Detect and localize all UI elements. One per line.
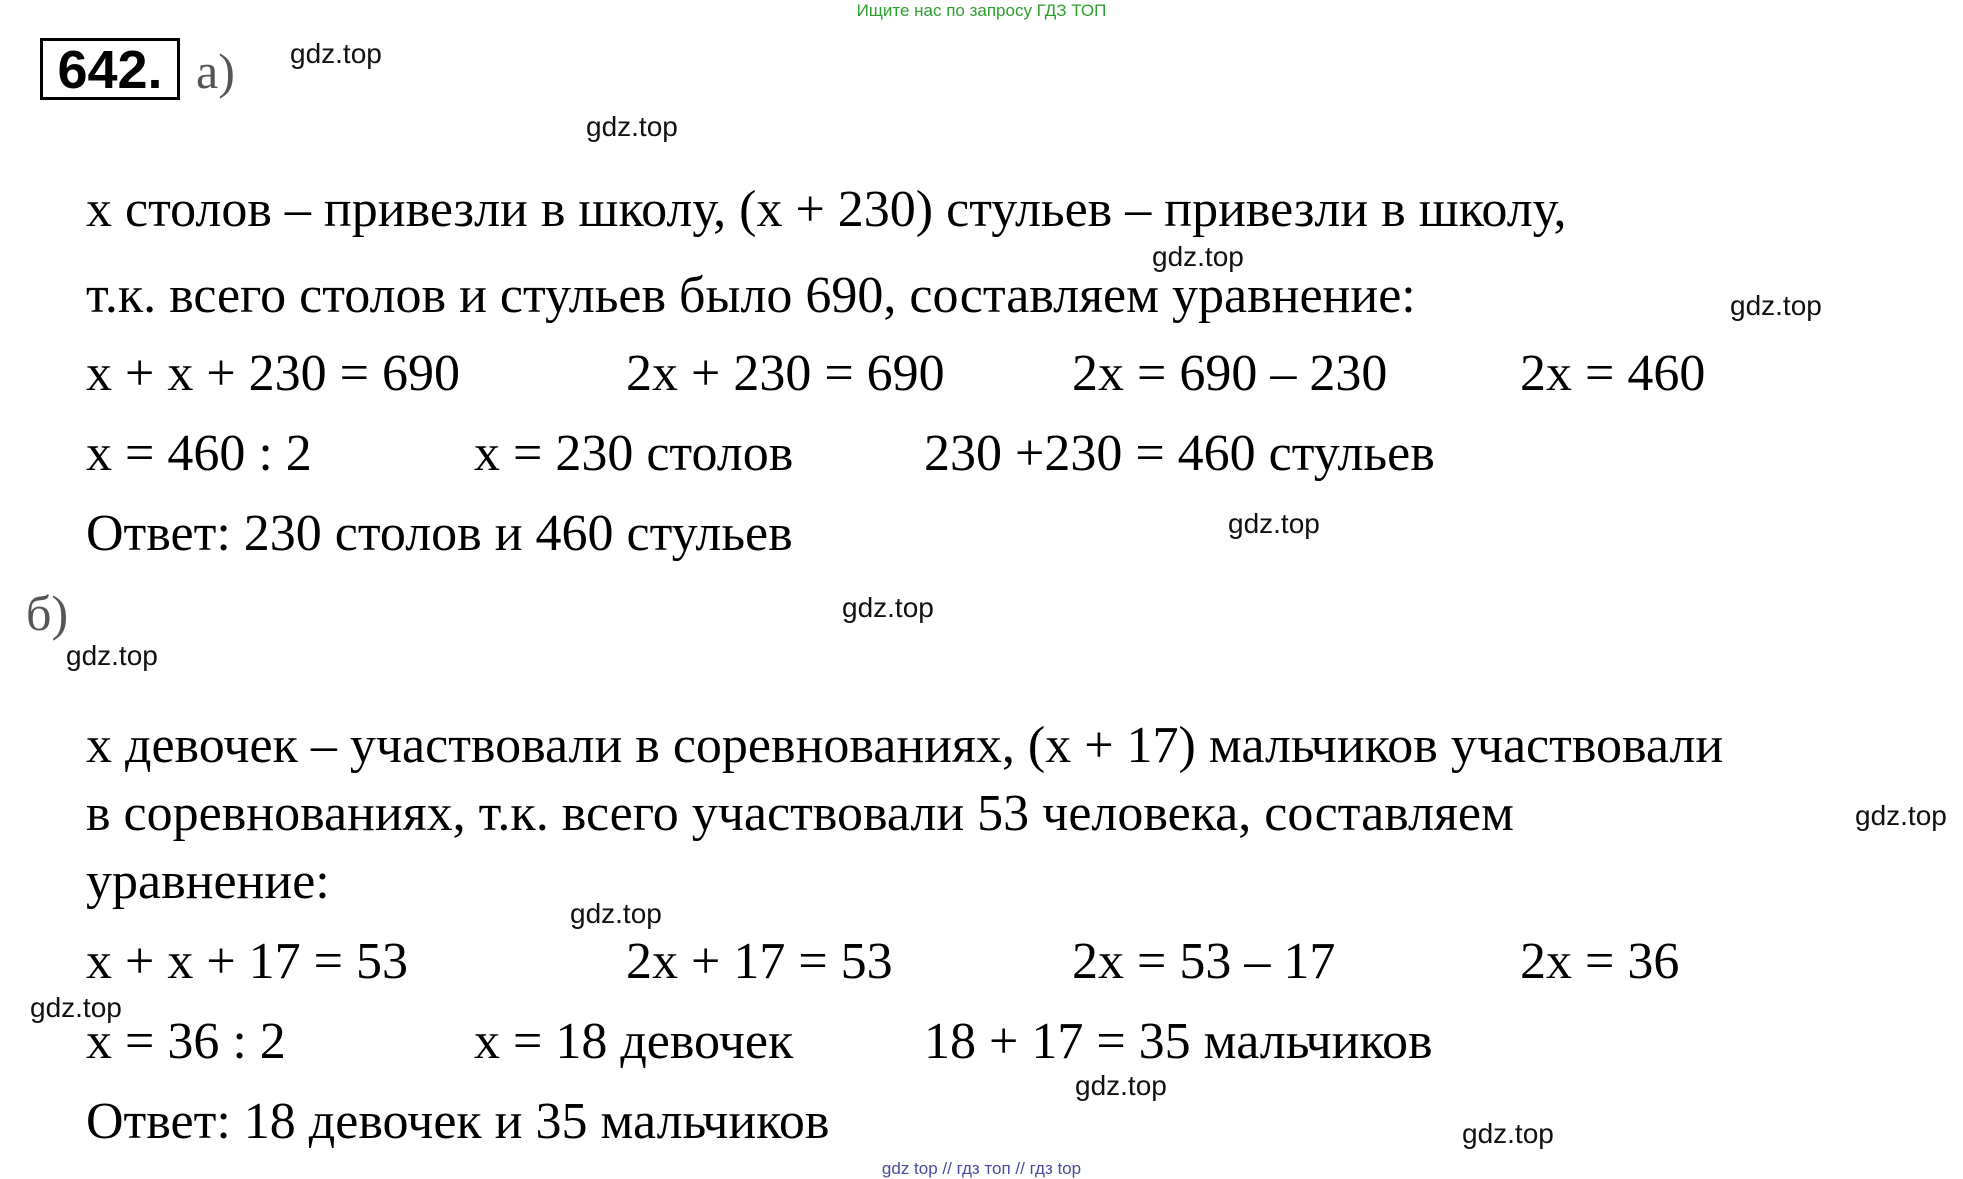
part-b-equation: 2x = 36 xyxy=(1520,933,1680,990)
watermark: gdz.top xyxy=(570,898,662,929)
header-note: Ищите нас по запросу ГДЗ ТОП xyxy=(856,1,1107,20)
problem-number: 642. xyxy=(40,38,180,100)
part-b-text-line: в соревнованиях, т.к. всего участвовали 53 человека, составляем xyxy=(86,785,1514,842)
watermark: gdz.top xyxy=(1152,241,1244,272)
watermark: gdz.top xyxy=(842,592,934,623)
part-a-equation: x = 230 столов xyxy=(474,425,794,482)
part-b-equation: x = 36 : 2 xyxy=(86,1013,286,1070)
watermark: gdz.top xyxy=(586,111,678,142)
part-b-label: б) xyxy=(26,585,69,641)
part-b-text-line: уравнение: xyxy=(86,853,330,910)
footer-note: gdz top // гдз топ // гдз top xyxy=(881,1159,1082,1178)
watermark: gdz.top xyxy=(1855,800,1947,831)
watermark: gdz.top xyxy=(1700,40,1792,71)
watermark: gdz.top xyxy=(1075,1070,1167,1101)
part-b-equation: x + x + 17 = 53 xyxy=(86,933,408,990)
part-a-text-line: x столов – привезли в школу, (x + 230) стульев – привезли в школу, xyxy=(86,181,1567,238)
watermark: gdz.top xyxy=(1730,290,1822,321)
part-a-equation: 2x = 460 xyxy=(1520,345,1706,402)
watermark: gdz.top xyxy=(1462,1118,1554,1149)
part-b-equation: 18 + 17 = 35 мальчиков xyxy=(924,1013,1433,1070)
part-a-equation: x = 460 : 2 xyxy=(86,425,312,482)
watermark: gdz.top xyxy=(290,38,382,69)
part-b-equation: 2x + 17 = 53 xyxy=(626,933,893,990)
part-a-equation: 2x + 230 = 690 xyxy=(626,345,945,402)
part-b-answer: Ответ: 18 девочек и 35 мальчиков xyxy=(86,1093,830,1150)
watermark: gdz.top xyxy=(30,992,122,1023)
watermark: gdz.top xyxy=(1228,508,1320,539)
part-a-answer: Ответ: 230 столов и 460 стульев xyxy=(86,505,793,562)
part-b-text-line: x девочек – участвовали в соревнованиях, (x + 17) мальчиков участвовали xyxy=(86,717,1724,774)
part-a-label: а) xyxy=(196,43,235,99)
part-b-equation: x = 18 девочек xyxy=(474,1013,794,1070)
part-a-equation: x + x + 230 = 690 xyxy=(86,345,460,402)
part-a-text-line: т.к. всего столов и стульев было 690, составляем уравнение: xyxy=(86,267,1416,324)
watermark: gdz.top xyxy=(66,640,158,671)
part-b-equation: 2x = 53 – 17 xyxy=(1072,933,1336,990)
part-a-equation: 2x = 690 – 230 xyxy=(1072,345,1388,402)
part-a-equation: 230 +230 = 460 стульев xyxy=(924,425,1435,482)
